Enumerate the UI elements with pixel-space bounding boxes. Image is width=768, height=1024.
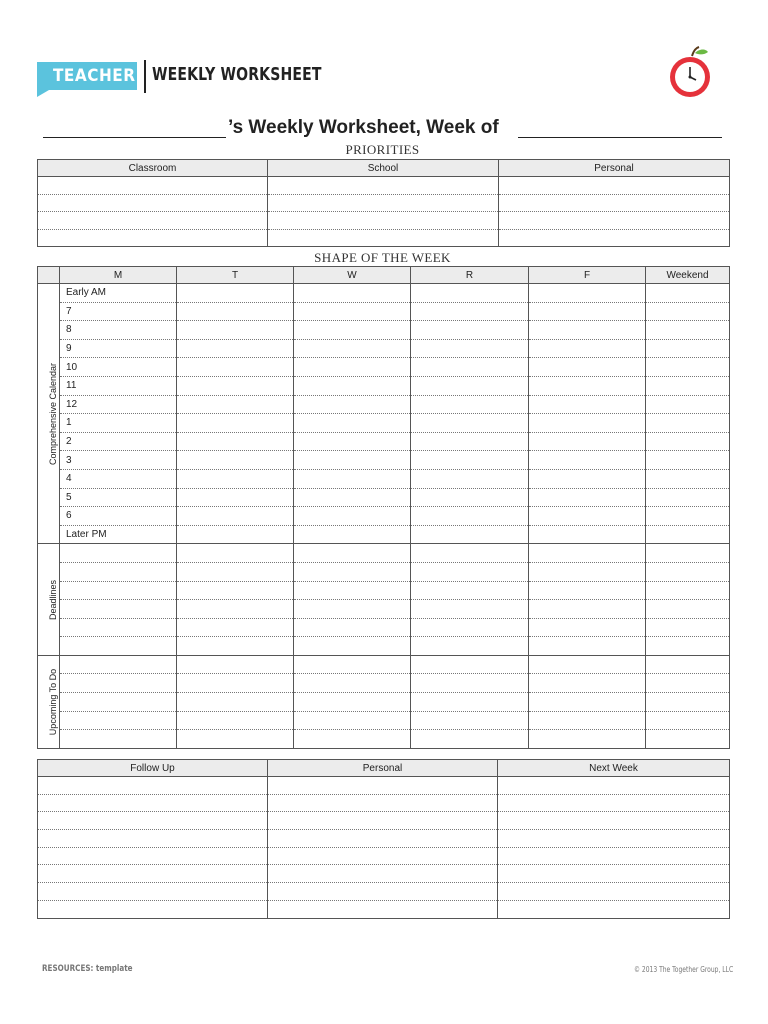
followup-cell[interactable] (38, 794, 268, 812)
teacher-tag-notch (37, 90, 49, 97)
calendar-cell[interactable] (411, 395, 529, 414)
followup-cell[interactable] (268, 865, 498, 883)
calendar-cell[interactable] (177, 469, 294, 488)
time-slot-label: 9 (60, 339, 177, 358)
calendar-cell[interactable] (646, 525, 730, 544)
priorities-cell[interactable] (499, 229, 730, 247)
time-slot-label: 2 (60, 432, 177, 451)
time-slot-label: 3 (60, 451, 177, 470)
todo-cell[interactable] (177, 711, 294, 730)
calendar-cell[interactable] (294, 376, 411, 395)
calendar-cell[interactable] (411, 525, 529, 544)
deadlines-cell[interactable] (411, 544, 529, 563)
deadlines-side-label: Deadlines (47, 579, 58, 620)
calendar-cell[interactable] (529, 507, 646, 526)
calendar-cell[interactable] (411, 414, 529, 433)
calendar-row (38, 507, 730, 526)
priorities-row (38, 177, 730, 195)
deadlines-cell[interactable] (529, 544, 646, 563)
followup-cell[interactable] (268, 847, 498, 865)
calendar-cell[interactable] (646, 414, 730, 433)
name-blank-line[interactable] (43, 137, 226, 138)
calendar-cell[interactable] (411, 469, 529, 488)
todo-cell[interactable] (411, 655, 529, 674)
calendar-cell[interactable] (177, 525, 294, 544)
todo-cell[interactable] (529, 655, 646, 674)
followup-col-next-week: Next Week (498, 760, 730, 777)
followup-row (38, 830, 730, 848)
followup-col-personal: Personal (268, 760, 498, 777)
todo-cell[interactable] (529, 711, 646, 730)
todo-row (38, 730, 730, 749)
calendar-cell[interactable] (177, 284, 294, 303)
priorities-col-personal: Personal (499, 160, 730, 177)
time-slot-label: 1 (60, 414, 177, 433)
calendar-cell[interactable] (529, 414, 646, 433)
shape-of-week-title: SHAPE OF THE WEEK (314, 250, 451, 265)
deadlines-row (38, 600, 730, 619)
calendar-row (38, 469, 730, 488)
deadlines-cell[interactable] (646, 544, 730, 563)
time-slot-label: Later PM (60, 525, 177, 544)
followup-cell[interactable] (268, 794, 498, 812)
header-divider (144, 60, 146, 93)
teacher-tag: TEACHER (37, 62, 137, 90)
priorities-cell[interactable] (38, 177, 268, 195)
week-col-r: R (411, 267, 529, 284)
todo-cell[interactable] (294, 655, 411, 674)
todo-cell[interactable] (411, 730, 529, 749)
calendar-cell[interactable] (177, 395, 294, 414)
followup-cell[interactable] (268, 830, 498, 848)
calendar-row (38, 339, 730, 358)
priorities-cell[interactable] (268, 177, 499, 195)
deadlines-cell[interactable] (60, 637, 177, 656)
deadlines-cell[interactable] (529, 581, 646, 600)
deadlines-cell[interactable] (529, 600, 646, 619)
calendar-cell[interactable] (294, 302, 411, 321)
followup-row (38, 847, 730, 865)
calendar-cell[interactable] (529, 451, 646, 470)
calendar-side-cell (38, 284, 60, 544)
week-corner-cell (38, 267, 60, 284)
todo-cell[interactable] (411, 711, 529, 730)
time-slot-label: 7 (60, 302, 177, 321)
priorities-cell[interactable] (38, 229, 268, 247)
deadlines-cell[interactable] (60, 581, 177, 600)
deadlines-cell[interactable] (294, 562, 411, 581)
calendar-cell[interactable] (411, 432, 529, 451)
worksheet-title: ’s Weekly Worksheet, Week of (228, 117, 499, 138)
followup-cell[interactable] (498, 777, 730, 795)
todo-cell[interactable] (177, 730, 294, 749)
calendar-side-label: Comprehensive Calendar (47, 362, 58, 465)
deadlines-cell[interactable] (646, 600, 730, 619)
deadlines-cell[interactable] (177, 562, 294, 581)
priorities-col-school: School (268, 160, 499, 177)
followup-cell[interactable] (268, 883, 498, 901)
calendar-cell[interactable] (411, 321, 529, 340)
todo-cell[interactable] (529, 693, 646, 712)
followup-cell[interactable] (38, 900, 268, 918)
todo-row (38, 674, 730, 693)
calendar-cell[interactable] (411, 451, 529, 470)
deadlines-cell[interactable] (646, 618, 730, 637)
todo-cell[interactable] (60, 711, 177, 730)
todo-row (38, 655, 730, 674)
header-title: WEEKLY WORKSHEET (152, 64, 322, 85)
todo-cell[interactable] (529, 730, 646, 749)
calendar-cell[interactable] (411, 507, 529, 526)
followup-cell[interactable] (498, 865, 730, 883)
deadlines-cell[interactable] (294, 600, 411, 619)
calendar-cell[interactable] (646, 358, 730, 377)
calendar-cell[interactable] (177, 302, 294, 321)
todo-cell[interactable] (294, 711, 411, 730)
todo-cell[interactable] (294, 730, 411, 749)
deadlines-cell[interactable] (60, 600, 177, 619)
calendar-cell[interactable] (529, 488, 646, 507)
calendar-cell[interactable] (529, 376, 646, 395)
calendar-cell[interactable] (294, 414, 411, 433)
deadlines-cell[interactable] (294, 637, 411, 656)
priorities-cell[interactable] (268, 229, 499, 247)
followup-cell[interactable] (498, 900, 730, 918)
priorities-cell[interactable] (268, 194, 499, 212)
deadlines-cell[interactable] (177, 618, 294, 637)
week-col-f: F (529, 267, 646, 284)
calendar-cell[interactable] (294, 525, 411, 544)
todo-side-label: Upcoming To Do (47, 668, 58, 736)
deadlines-cell[interactable] (294, 618, 411, 637)
calendar-cell[interactable] (411, 488, 529, 507)
calendar-cell[interactable] (294, 451, 411, 470)
calendar-cell[interactable] (177, 488, 294, 507)
apple-clock-icon (668, 46, 716, 100)
followup-row (38, 812, 730, 830)
deadlines-cell[interactable] (294, 544, 411, 563)
todo-cell[interactable] (294, 693, 411, 712)
todo-cell[interactable] (177, 693, 294, 712)
calendar-row (38, 395, 730, 414)
week-col-m: M (60, 267, 177, 284)
calendar-cell[interactable] (529, 432, 646, 451)
calendar-cell[interactable] (646, 432, 730, 451)
calendar-cell[interactable] (177, 451, 294, 470)
calendar-cell[interactable] (646, 451, 730, 470)
calendar-cell[interactable] (529, 358, 646, 377)
week-of-blank-line[interactable] (518, 137, 722, 138)
followup-cell[interactable] (498, 830, 730, 848)
priorities-cell[interactable] (499, 212, 730, 230)
calendar-row (38, 284, 730, 303)
deadlines-row (38, 637, 730, 656)
calendar-cell[interactable] (177, 507, 294, 526)
calendar-cell[interactable] (294, 507, 411, 526)
priorities-row (38, 229, 730, 247)
priorities-col-classroom: Classroom (38, 160, 268, 177)
todo-cell[interactable] (60, 693, 177, 712)
deadlines-cell[interactable] (646, 581, 730, 600)
calendar-cell[interactable] (294, 284, 411, 303)
calendar-cell[interactable] (177, 321, 294, 340)
deadlines-row (38, 544, 730, 563)
calendar-row (38, 488, 730, 507)
deadlines-cell[interactable] (529, 562, 646, 581)
followup-cell[interactable] (268, 777, 498, 795)
calendar-cell[interactable] (177, 432, 294, 451)
deadlines-cell[interactable] (411, 618, 529, 637)
followup-row (38, 865, 730, 883)
priorities-title: PRIORITIES (345, 142, 420, 157)
followup-col-follow-up: Follow Up (38, 760, 268, 777)
calendar-cell[interactable] (646, 507, 730, 526)
deadlines-cell[interactable] (411, 637, 529, 656)
deadlines-cell[interactable] (177, 544, 294, 563)
followup-cell[interactable] (38, 777, 268, 795)
todo-cell[interactable] (60, 730, 177, 749)
deadlines-row (38, 618, 730, 637)
calendar-cell[interactable] (646, 376, 730, 395)
followup-cell[interactable] (38, 812, 268, 830)
todo-cell[interactable] (646, 674, 730, 693)
deadlines-cell[interactable] (177, 581, 294, 600)
time-slot-label: 11 (60, 376, 177, 395)
priorities-cell[interactable] (38, 194, 268, 212)
calendar-cell[interactable] (177, 414, 294, 433)
deadlines-cell[interactable] (646, 637, 730, 656)
todo-cell[interactable] (529, 674, 646, 693)
week-col-t: T (177, 267, 294, 284)
calendar-cell[interactable] (646, 339, 730, 358)
todo-cell[interactable] (60, 674, 177, 693)
deadlines-cell[interactable] (411, 600, 529, 619)
calendar-cell[interactable] (294, 395, 411, 414)
time-slot-label: 6 (60, 507, 177, 526)
followup-row (38, 794, 730, 812)
todo-cell[interactable] (646, 655, 730, 674)
deadlines-cell[interactable] (529, 637, 646, 656)
todo-cell[interactable] (294, 674, 411, 693)
calendar-cell[interactable] (411, 376, 529, 395)
priorities-cell[interactable] (38, 212, 268, 230)
calendar-cell[interactable] (529, 321, 646, 340)
todo-cell[interactable] (60, 655, 177, 674)
todo-cell[interactable] (177, 674, 294, 693)
followup-cell[interactable] (38, 847, 268, 865)
calendar-cell[interactable] (529, 525, 646, 544)
deadlines-cell[interactable] (177, 600, 294, 619)
todo-side-cell (38, 655, 60, 748)
priorities-table (37, 159, 730, 247)
calendar-cell[interactable] (646, 321, 730, 340)
calendar-cell[interactable] (646, 395, 730, 414)
priorities-row (38, 194, 730, 212)
followup-row (38, 900, 730, 918)
calendar-cell[interactable] (177, 376, 294, 395)
time-slot-label: 12 (60, 395, 177, 414)
followup-row (38, 777, 730, 795)
deadlines-cell[interactable] (60, 544, 177, 563)
followup-cell[interactable] (498, 883, 730, 901)
priorities-cell[interactable] (499, 194, 730, 212)
deadlines-cell[interactable] (411, 581, 529, 600)
calendar-cell[interactable] (529, 395, 646, 414)
calendar-cell[interactable] (646, 284, 730, 303)
deadlines-cell[interactable] (646, 562, 730, 581)
calendar-cell[interactable] (294, 339, 411, 358)
calendar-row (38, 302, 730, 321)
deadlines-row (38, 581, 730, 600)
todo-row (38, 693, 730, 712)
calendar-cell[interactable] (411, 302, 529, 321)
deadlines-cell[interactable] (294, 581, 411, 600)
calendar-cell[interactable] (177, 358, 294, 377)
todo-cell[interactable] (411, 693, 529, 712)
followup-row (38, 883, 730, 901)
calendar-row (38, 451, 730, 470)
calendar-row (38, 376, 730, 395)
deadlines-row (38, 562, 730, 581)
footer-resources: RESOURCES: template (42, 964, 133, 974)
followup-cell[interactable] (268, 812, 498, 830)
week-col-weekend: Weekend (646, 267, 730, 284)
followup-cell[interactable] (268, 900, 498, 918)
calendar-row (38, 414, 730, 433)
todo-cell[interactable] (646, 711, 730, 730)
week-col-w: W (294, 267, 411, 284)
calendar-row (38, 525, 730, 544)
week-table (37, 266, 730, 749)
followup-table (37, 759, 730, 919)
time-slot-label: Early AM (60, 284, 177, 303)
calendar-cell[interactable] (646, 302, 730, 321)
priorities-cell[interactable] (268, 212, 499, 230)
deadlines-cell[interactable] (529, 618, 646, 637)
deadlines-cell[interactable] (411, 562, 529, 581)
followup-cell[interactable] (498, 812, 730, 830)
deadlines-cell[interactable] (60, 562, 177, 581)
todo-cell[interactable] (411, 674, 529, 693)
deadlines-cell[interactable] (177, 637, 294, 656)
time-slot-label: 5 (60, 488, 177, 507)
calendar-cell[interactable] (646, 469, 730, 488)
todo-cell[interactable] (646, 730, 730, 749)
time-slot-label: 8 (60, 321, 177, 340)
deadlines-cell[interactable] (60, 618, 177, 637)
calendar-cell[interactable] (294, 469, 411, 488)
footer-copyright: © 2013 The Together Group, LLC (634, 965, 734, 974)
calendar-cell[interactable] (411, 339, 529, 358)
calendar-cell[interactable] (411, 284, 529, 303)
priorities-row (38, 212, 730, 230)
calendar-row (38, 358, 730, 377)
followup-cell[interactable] (38, 865, 268, 883)
priorities-cell[interactable] (499, 177, 730, 195)
todo-cell[interactable] (177, 655, 294, 674)
todo-row (38, 711, 730, 730)
calendar-cell[interactable] (294, 358, 411, 377)
calendar-cell[interactable] (529, 302, 646, 321)
calendar-cell[interactable] (177, 339, 294, 358)
calendar-cell[interactable] (294, 321, 411, 340)
calendar-cell[interactable] (529, 284, 646, 303)
followup-cell[interactable] (498, 794, 730, 812)
calendar-row (38, 432, 730, 451)
todo-cell[interactable] (646, 693, 730, 712)
time-slot-label: 10 (60, 358, 177, 377)
followup-cell[interactable] (38, 830, 268, 848)
calendar-cell[interactable] (646, 488, 730, 507)
calendar-row (38, 321, 730, 340)
deadlines-side-cell (38, 544, 60, 656)
followup-cell[interactable] (498, 847, 730, 865)
calendar-cell[interactable] (529, 469, 646, 488)
calendar-cell[interactable] (294, 432, 411, 451)
calendar-cell[interactable] (529, 339, 646, 358)
time-slot-label: 4 (60, 469, 177, 488)
calendar-cell[interactable] (411, 358, 529, 377)
followup-cell[interactable] (38, 883, 268, 901)
calendar-cell[interactable] (294, 488, 411, 507)
